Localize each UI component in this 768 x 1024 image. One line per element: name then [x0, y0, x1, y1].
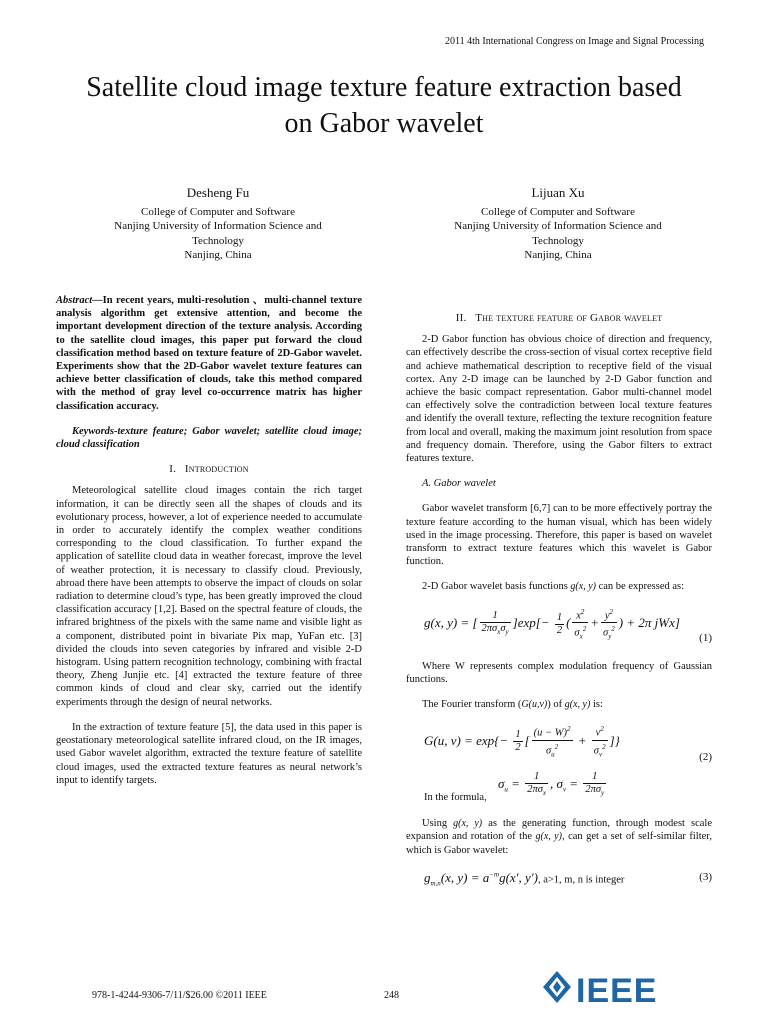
equation-3	[406, 869, 712, 893]
equation-number: (3)	[699, 870, 712, 883]
author-name: Lijuan Xu	[531, 185, 585, 200]
inline-math-gxy: g(x, y)	[453, 818, 483, 830]
title-line-1: Satellite cloud image texture feature extraction based	[86, 72, 682, 103]
equation-2	[406, 723, 712, 767]
equation-3-body: $g_{m,n}(x$, $y) = a^{-m}g(x'$, y′)	[424, 870, 538, 888]
text-fragment: , can get a set of self-similar filter, which is Gabor wavelet:	[406, 831, 713, 856]
author-affiliation: College of Computer and Software	[141, 205, 295, 218]
author-block-2	[408, 186, 708, 263]
gabor-wavelet-paragraph-5	[406, 817, 712, 857]
title-line-2: on Gabor wavelet	[284, 108, 484, 139]
author-affiliation: College of Computer and Software	[481, 205, 635, 218]
gabor-wavelet-paragraph-3: Where W represents complex modulation frequency of Gaussian functions.	[406, 660, 712, 685]
author-location: Nanjing, China	[184, 249, 252, 261]
equation-3-condition: , a>1, m, n is integer	[537, 874, 625, 886]
intro-paragraph-1: Meteorological satellite cloud images contain the rich target information, it can be directly seen all the shapes of clouds and its evolutionary process, however, a lot of experience needed to accumulate in order to accurately identify the complex weather conditions corresponding to the cloud classification. To further expand the application of satellite cloud data in weather forecast, improve the level of weather protection, it is necessary to classify cloud. Previously, abroad there have been attempts to observe the impact of clouds on solar radiation to determine cloud’s type, has been greatly improved the cloud classification accuracy [1,2]. Based on the spectral feature of clouds, the infrared brightness of the pixels with the same name and visible light as a component, distributed point in bivariate Pix map, YuFan etc. [3] divided the clouds into seven categories by infrared and visible 2-D histogram. Using pattern recognition technology, combining with fractal theory, Zheng Junjie etc. [4] extracted the texture feature of three common kinds of cloud and clear sky, carried out the identify experiments through the design of neural networks.	[56, 485, 362, 708]
ieee-diamond-icon	[542, 970, 572, 1009]
gabor-paragraph-1: 2-D Gabor function has obvious choice of direction and frequency, can effectively describe the cross-section of visual cortex receptive field and achieve mathematical description to receptive field of the visual cortex. Any 2-D image can be launched by 2-D Gabor function and achieve the basic compact representation. Gabor multi-channel model can effectively solve the contradiction between local texture features and identify the overall texture, reflecting the texture recognition feature from local and overall, making the maximum joint resolution from space and frequency domain. Therefore, using the Gabor filters to extract features texture.	[406, 334, 712, 465]
author-affiliation: Technology	[532, 234, 584, 247]
inline-math-guv: G(u,v)	[521, 699, 548, 711]
author-name: Desheng Fu	[186, 185, 250, 200]
section-title: Introduction	[184, 463, 249, 476]
sigma-definitions: $\sigma_u$ = $\frac{1}{2\pi\sigma_x}$ , $\sigma_v$ = $\frac{1}{2\pi\sigma_y}$	[498, 771, 605, 798]
text-fragment: Using	[422, 818, 448, 830]
page-number: 248	[384, 990, 399, 1001]
abstract-label: Abstract	[56, 295, 93, 306]
text-fragment: 2-D Gabor wavelet basis functions	[422, 581, 568, 593]
right-column	[406, 306, 712, 893]
author-affiliation: Technology	[192, 234, 244, 247]
section-number: I.	[169, 463, 177, 476]
author-location: Nanjing, China	[524, 249, 592, 261]
equation-2-body: G(u, v) = exp{− $\frac{1}{2}$ [ $\frac{(u - W)^2}{\sigma_u^2}$ + $\frac{v^2}{\sigma_v^2}$ ]}	[424, 725, 620, 759]
keywords: Keywords-texture feature; Gabor wavelet; satellite cloud image; cloud classification	[56, 425, 362, 451]
conference-header: 2011 4th International Congress on Image and Signal Processing	[444, 36, 704, 47]
subsection-heading-gabor-wavelet: A. Gabor wavelet	[422, 478, 496, 490]
section-heading-introduction	[56, 463, 362, 476]
gabor-wavelet-paragraph-2	[406, 580, 712, 593]
text-fragment: ) of	[547, 699, 563, 711]
ieee-logo-text: IEEE	[576, 972, 658, 1010]
intro-paragraph-2: In the extraction of texture feature [5], the data used in this paper is geostationary meteorological satellite infrared cloud, on the IR images, used Gabor wavelet algorithm, extracted the texture feature of satellite cloud images, used the extracted texture features as neural network’s input to identify targets.	[56, 721, 362, 786]
paper-title	[40, 70, 728, 142]
section-title: The texture feature of Gabor wavelet	[475, 312, 663, 324]
abstract	[56, 294, 362, 413]
text-fragment: is:	[592, 699, 603, 711]
footer-copyright: 978-1-4244-9306-7/11/$26.00 ©2011 IEEE	[92, 990, 267, 1001]
equation-1	[406, 606, 712, 650]
left-column	[56, 294, 362, 799]
abstract-text: —In recent years, multi-resolution 、multi-channel texture analysis algorithm get extensive attention, and become the important development direction of the texture analysis. According to the satellite cloud images, this paper put forward the cloud classification method based on texture feature of 2D-Gabor wavelet. Experiments show that the 2D-Gabor wavelet texture features can achieve better classification of clouds, take this method compared with the method of gray level co-occurrence matrix has higher classification accuracy.	[56, 295, 362, 412]
author-affiliation: Nanjing University of Information Science and	[114, 220, 322, 232]
inline-math-gxy: g(x, y)	[564, 699, 591, 711]
equation-number: (1)	[699, 631, 712, 644]
equation-1-body: g(x, y) = [ $\frac{1}{2\pi\sigma_x\sigma_y}$ ]exp[− $\frac{1}{2}$ ( $\frac{x^2}{\sigma_x^2}$ + $\frac{y^2}{\sigma_y^2}$ ) + 2π jWx]	[424, 607, 680, 641]
text-fragment: can be expressed as:	[598, 581, 685, 593]
formula-label: In the formula,	[424, 792, 487, 804]
fraction: $\frac{1}{2}$	[556, 611, 563, 636]
fraction: $\frac{1}{2}$	[515, 729, 521, 754]
fraction: $\frac{v^2}{\sigma_v^2}$	[593, 725, 606, 759]
fraction: $\frac{y^2}{\sigma_y^2}$	[603, 607, 615, 641]
fraction: $\frac{1}{2\pi\sigma_y}$	[585, 771, 605, 798]
author-affiliation: Nanjing University of Information Science and	[454, 220, 662, 232]
text-fragment: as the generating function, through modest scale expansion and rotation of the	[406, 818, 713, 843]
formula-definitions	[406, 771, 712, 811]
text-fragment: The Fourier transform (	[422, 699, 522, 711]
fraction: $\frac{1}{2\pi\sigma_x\sigma_y}$	[481, 610, 509, 637]
gabor-wavelet-paragraph-4	[406, 698, 712, 711]
section-heading-gabor	[406, 312, 712, 325]
inline-math-gxy: g(x, y)	[535, 831, 562, 843]
gabor-wavelet-paragraph-1: Gabor wavelet transform [6,7] can to be more effectively portray the texture feature according to the human visual, which has been widely used in the image processing. Therefore, this paper is based on wavelet transform to extract texture features which this wavelet is Gabor function.	[406, 503, 712, 568]
author-block-1	[68, 186, 368, 263]
fraction: $\frac{x^2}{\sigma_x^2}$	[574, 607, 587, 641]
inline-math-gxy: g(x, y)	[570, 581, 596, 593]
fraction: $\frac{1}{2\pi\sigma_x}$	[527, 771, 547, 798]
section-number: II.	[455, 312, 467, 324]
fraction: $\frac{(u - W)^2}{\sigma_u^2}$	[533, 725, 571, 759]
equation-number: (2)	[699, 751, 712, 764]
